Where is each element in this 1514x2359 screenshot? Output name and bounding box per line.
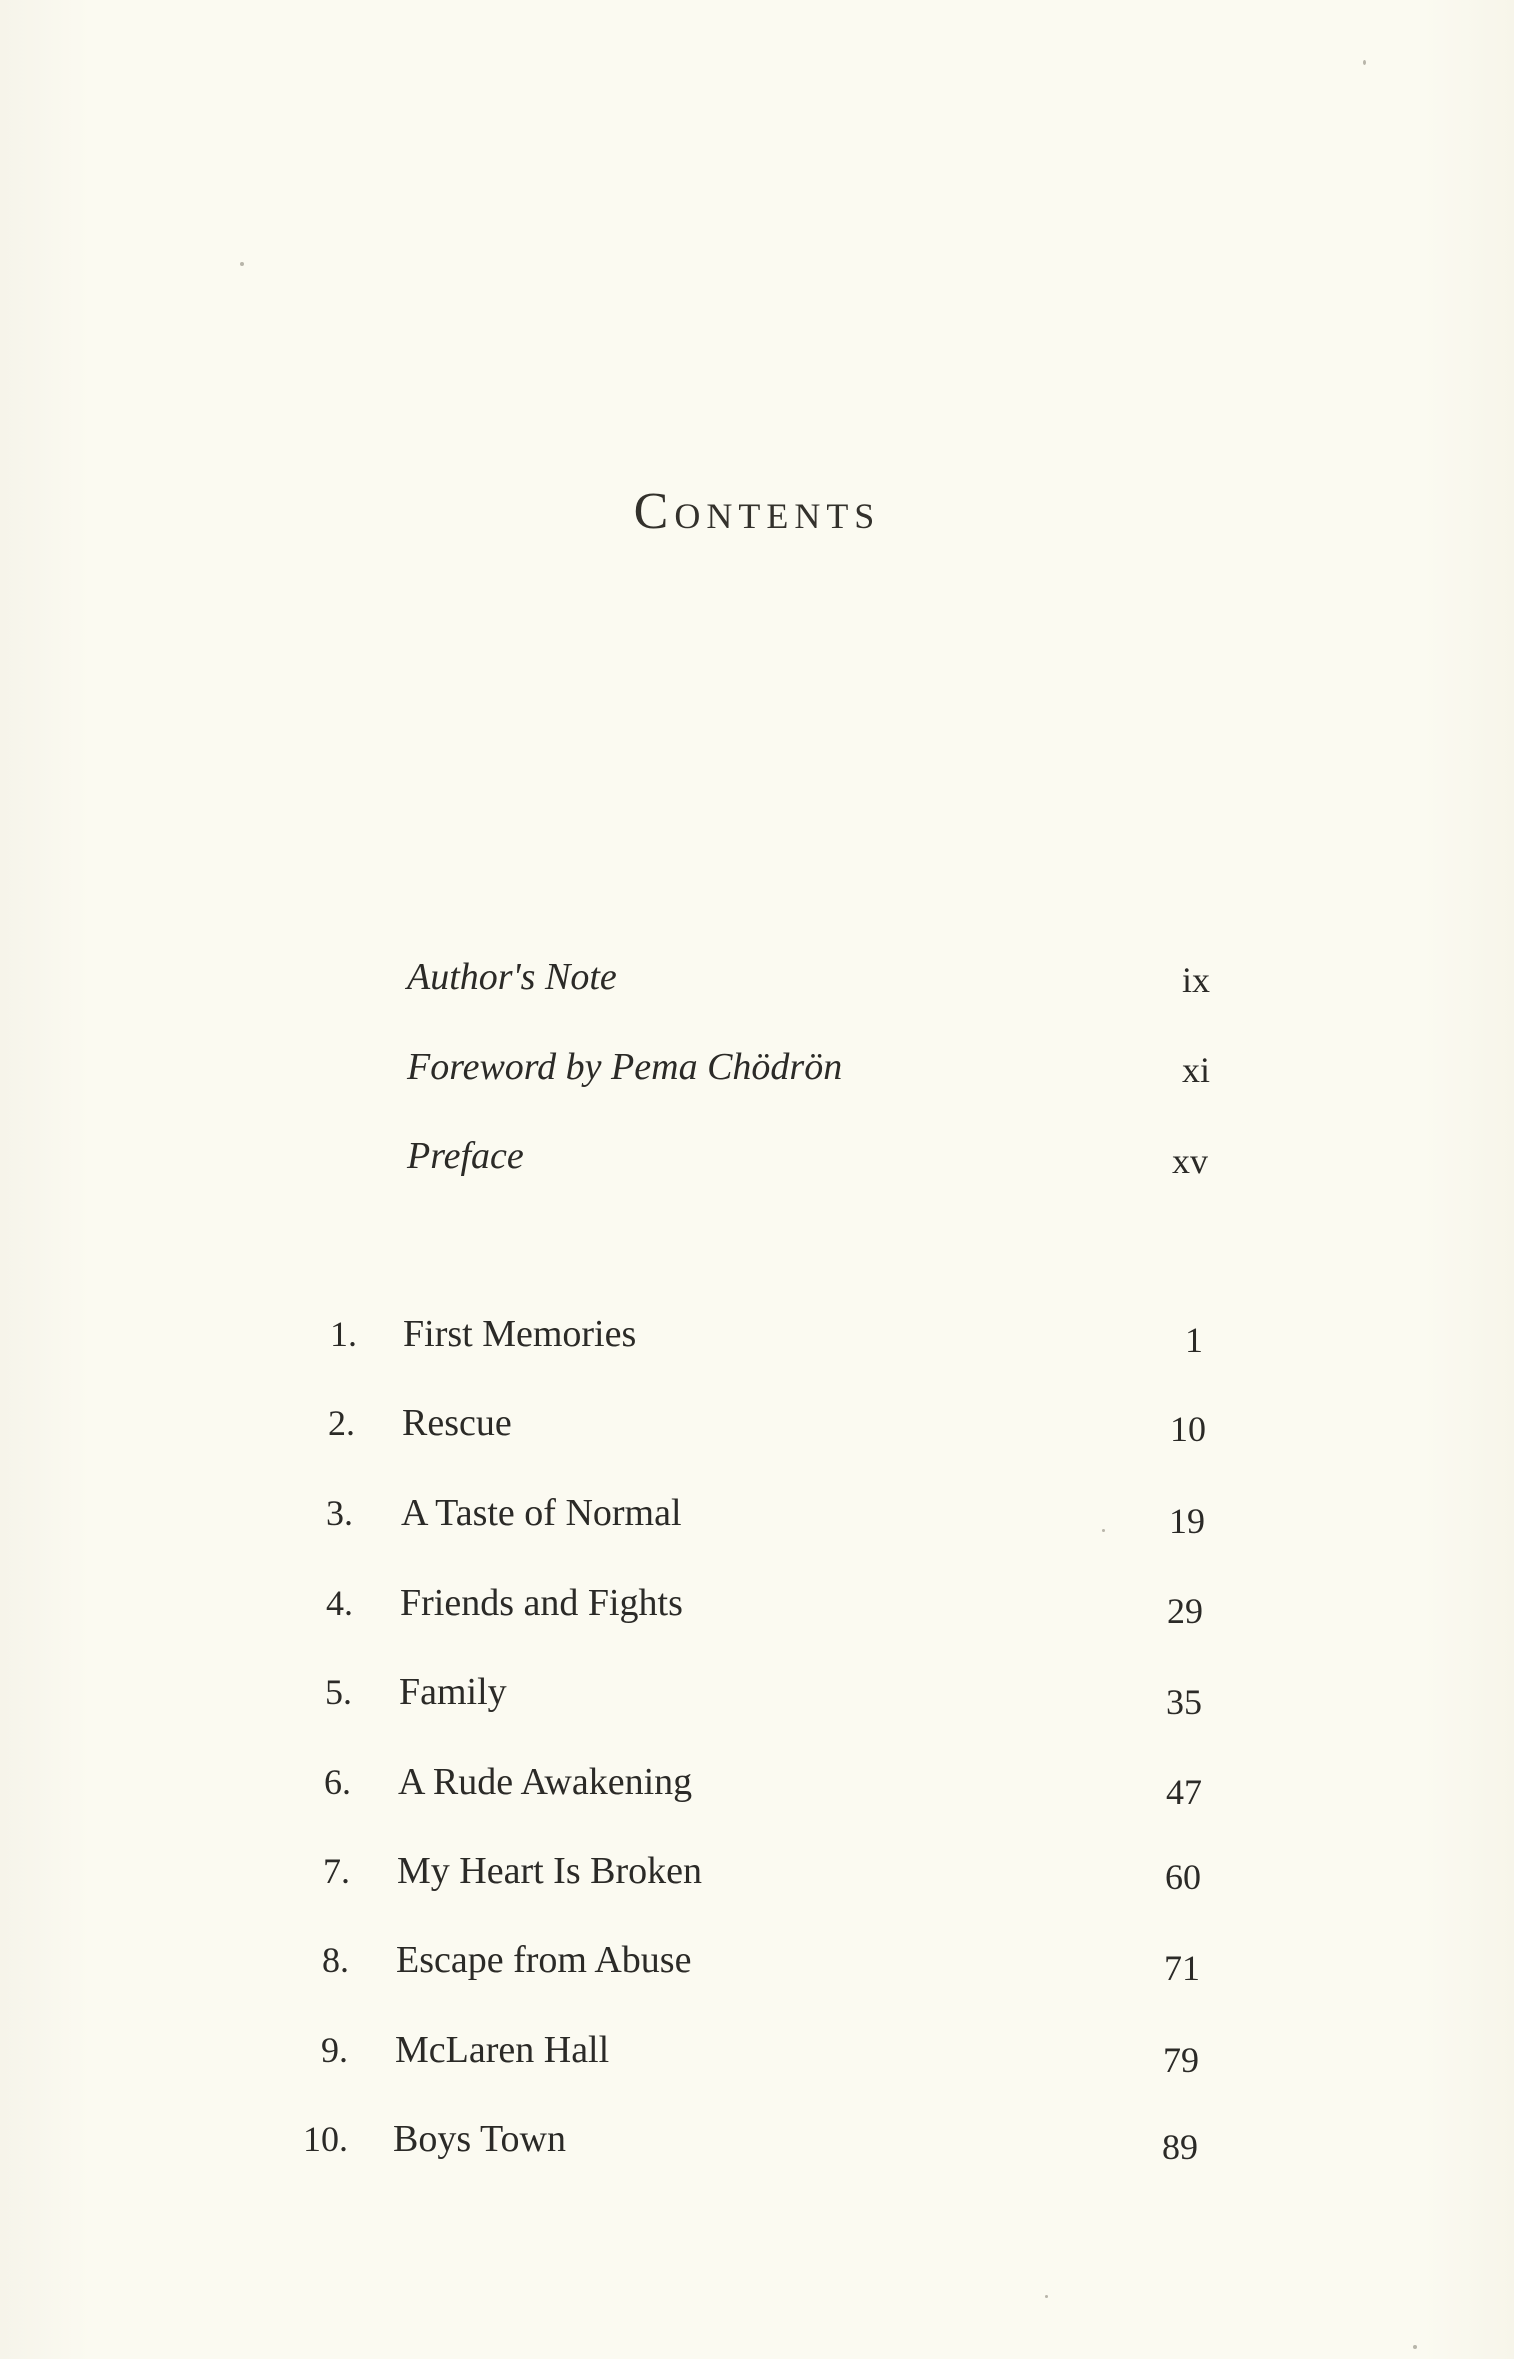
chapter-page-number: 19: [1169, 1501, 1205, 1541]
chapter-title: Friends and Fights: [400, 1582, 683, 1624]
scan-speck: [1045, 2295, 1048, 2298]
chapter-page-number: 35: [1166, 1682, 1202, 1722]
chapter-number: 10.: [303, 2119, 348, 2159]
entry-title: Foreword by Pema Chödrön: [407, 1046, 843, 1088]
chapter-entry: [0, 1841, 1514, 1901]
contents-heading: Contents: [633, 483, 881, 540]
chapter-entry: [0, 1930, 1514, 1990]
chapter-number: 4.: [326, 1583, 353, 1623]
chapter-title: My Heart Is Broken: [397, 1850, 702, 1892]
entry-title: Preface: [407, 1135, 524, 1177]
chapter-entry: [0, 1573, 1514, 1633]
chapter-number: 3.: [326, 1493, 353, 1533]
chapter-number: 8.: [322, 1940, 349, 1980]
chapter-title: First Memories: [403, 1313, 637, 1355]
chapter-page-number: 60: [1165, 1857, 1201, 1897]
chapter-page-number: 10: [1170, 1409, 1206, 1449]
chapter-title: McLaren Hall: [395, 2029, 610, 2071]
chapter-page-number: 1: [1185, 1320, 1203, 1360]
chapter-entry: [0, 1483, 1514, 1543]
chapter-number: 5.: [325, 1672, 352, 1712]
chapter-title: Rescue: [402, 1402, 512, 1444]
chapter-entry: [0, 1393, 1514, 1453]
chapter-page-number: 47: [1166, 1772, 1202, 1812]
chapter-page-number: 71: [1164, 1948, 1200, 1988]
chapter-number: 2.: [328, 1403, 355, 1443]
chapter-number: 7.: [323, 1851, 350, 1891]
chapter-entry: [0, 2109, 1514, 2169]
entry-title: Author's Note: [407, 956, 617, 998]
chapter-title: Family: [399, 1671, 507, 1713]
entry-page-number: xi: [1181, 1050, 1210, 1090]
chapter-number: 6.: [324, 1762, 351, 1802]
chapter-entry: [0, 1662, 1514, 1722]
chapter-entry: [0, 1752, 1514, 1812]
front-matter-entry: [0, 1126, 1514, 1186]
chapter-title: A Taste of Normal: [401, 1492, 682, 1534]
chapter-number: 1.: [330, 1314, 357, 1354]
chapter-page-number: 29: [1167, 1591, 1203, 1631]
chapter-page-number: 79: [1163, 2040, 1199, 2080]
chapter-title: Escape from Abuse: [396, 1939, 692, 1981]
chapter-entry: [0, 1304, 1514, 1364]
front-matter-entry: [0, 947, 1514, 1007]
front-matter-entry: [0, 1037, 1514, 1097]
scan-speck: [1413, 2345, 1417, 2349]
chapter-title: A Rude Awakening: [398, 1761, 693, 1803]
chapter-number: 9.: [321, 2030, 348, 2070]
chapter-title: Boys Town: [393, 2118, 566, 2160]
scan-speck: [240, 262, 244, 266]
chapter-page-number: 89: [1162, 2127, 1198, 2167]
scan-speck: [1102, 1529, 1105, 1532]
chapter-entry: [0, 2020, 1514, 2080]
entry-page-number: ix: [1181, 960, 1210, 1000]
scan-speck: [1363, 60, 1366, 65]
entry-page-number: xv: [1172, 1141, 1208, 1181]
